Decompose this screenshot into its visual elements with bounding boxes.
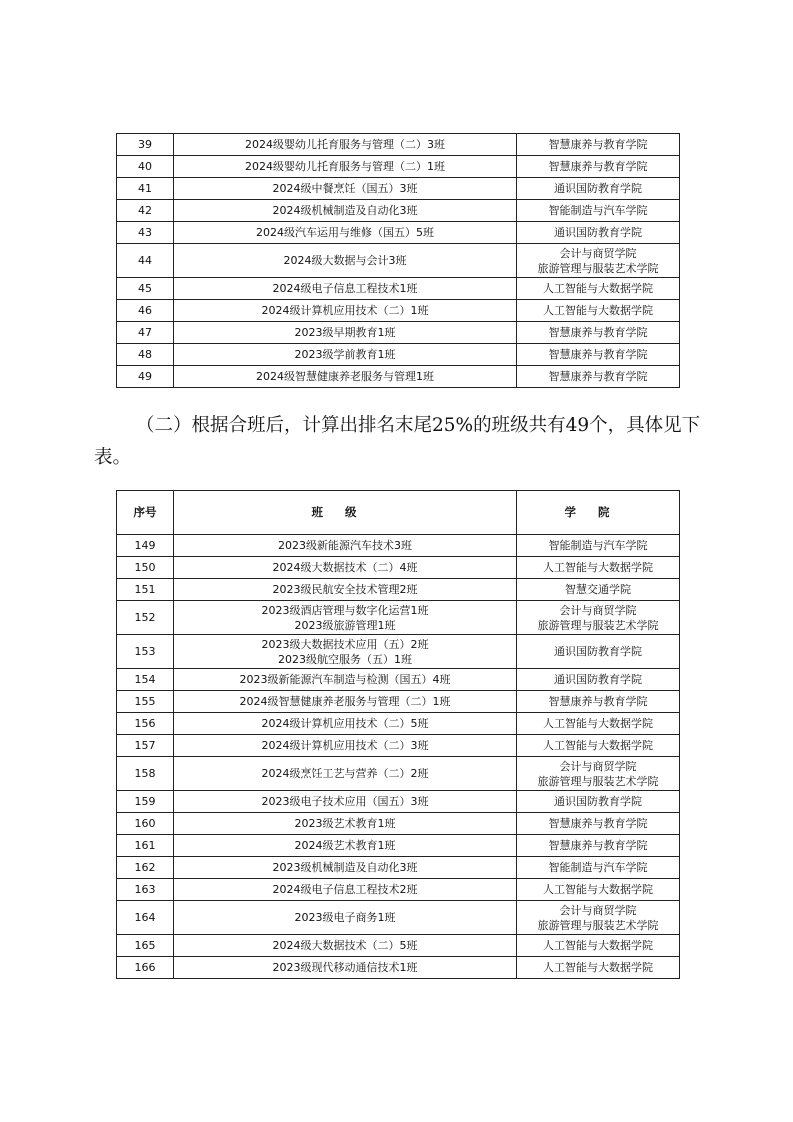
table-row	[117, 813, 680, 835]
row-number: 150	[117, 557, 174, 579]
class-name: 2024级汽车运用与维修（国五）5班	[256, 226, 434, 239]
row-number: 152	[117, 601, 174, 635]
college-name: 旅游管理与服装艺术学院	[537, 918, 659, 932]
table-row	[117, 935, 680, 957]
table-row	[117, 156, 680, 178]
table-header-row	[117, 491, 680, 535]
class-name: 2023级机械制造及自动化3班	[272, 861, 418, 874]
table-row	[117, 178, 680, 200]
class-name-cell	[174, 278, 517, 300]
class-name-cell	[174, 901, 517, 935]
college-name: 会计与商贸学院	[559, 246, 637, 260]
table-row	[117, 557, 680, 579]
college-cell	[517, 366, 680, 388]
college-cell	[517, 757, 680, 791]
college-name: 智慧康养与教育学院	[548, 370, 648, 383]
class-name: 2024级计算机应用技术（二）3班	[261, 739, 429, 752]
header-no: 序号	[117, 491, 174, 535]
class-name-cell	[174, 156, 517, 178]
class-name-cell	[174, 244, 517, 278]
row-number: 160	[117, 813, 174, 835]
class-name-cell	[174, 735, 517, 757]
row-number: 46	[117, 300, 174, 322]
class-name-cell	[174, 935, 517, 957]
class-name-cell	[174, 635, 517, 669]
class-name-cell	[174, 601, 517, 635]
class-name: 2023级新能源汽车技术3班	[278, 539, 412, 552]
college-name: 智慧康养与教育学院	[548, 839, 648, 852]
row-number: 153	[117, 635, 174, 669]
college-name: 通识国防教育学院	[554, 182, 642, 195]
class-name-cell	[174, 322, 517, 344]
college-cell	[517, 879, 680, 901]
table-row	[117, 601, 680, 635]
table-row	[117, 901, 680, 935]
row-number: 158	[117, 757, 174, 791]
class-name-cell	[174, 857, 517, 879]
section-paragraph: （二）根据合班后，计算出排名末尾25%的班级共有49个，具体见下表。	[94, 415, 701, 468]
class-name: 2024级大数据与会计3班	[283, 254, 407, 267]
table-row	[117, 366, 680, 388]
row-number: 165	[117, 935, 174, 957]
row-number: 40	[117, 156, 174, 178]
row-number: 156	[117, 713, 174, 735]
row-number: 155	[117, 691, 174, 713]
row-number: 42	[117, 200, 174, 222]
college-cell	[517, 322, 680, 344]
college-name: 智慧康养与教育学院	[548, 817, 648, 830]
college-cell	[517, 635, 680, 669]
class-name: 2023级旅游管理1班	[294, 618, 396, 632]
class-name-cell	[174, 134, 517, 156]
class-name: 2024级电子信息工程技术1班	[272, 282, 418, 295]
class-name-cell	[174, 200, 517, 222]
college-cell	[517, 244, 680, 278]
class-name: 2024级婴幼儿托育服务与管理（二）1班	[245, 160, 445, 173]
class-name-cell	[174, 535, 517, 557]
table-row	[117, 835, 680, 857]
college-name: 人工智能与大数据学院	[543, 304, 653, 317]
table-row	[117, 200, 680, 222]
header-college	[517, 491, 680, 535]
college-cell	[517, 344, 680, 366]
college-cell	[517, 535, 680, 557]
college-cell	[517, 300, 680, 322]
row-number: 162	[117, 857, 174, 879]
table-row	[117, 879, 680, 901]
college-cell	[517, 178, 680, 200]
class-name-cell	[174, 579, 517, 601]
table-row	[117, 278, 680, 300]
college-name: 会计与商贸学院	[559, 759, 637, 773]
college-cell	[517, 735, 680, 757]
class-name: 2024级计算机应用技术（二）1班	[261, 304, 429, 317]
class-name-cell	[174, 957, 517, 979]
row-number: 49	[117, 366, 174, 388]
row-number: 41	[117, 178, 174, 200]
college-name: 通识国防教育学院	[554, 645, 642, 658]
college-name: 会计与商贸学院	[559, 603, 637, 617]
table-row	[117, 713, 680, 735]
college-name: 智能制造与汽车学院	[548, 539, 648, 552]
college-cell	[517, 791, 680, 813]
row-number: 47	[117, 322, 174, 344]
class-name-cell	[174, 557, 517, 579]
college-cell	[517, 935, 680, 957]
college-name: 通识国防教育学院	[554, 795, 642, 808]
college-cell	[517, 901, 680, 935]
table-row	[117, 300, 680, 322]
bottom-25-percent-table	[116, 490, 680, 979]
class-name-cell	[174, 669, 517, 691]
class-name: 2023级电子商务1班	[294, 911, 396, 924]
class-name: 2024级电子信息工程技术2班	[272, 883, 418, 896]
row-number: 157	[117, 735, 174, 757]
table-row	[117, 134, 680, 156]
class-name-cell	[174, 713, 517, 735]
row-number: 43	[117, 222, 174, 244]
row-number: 164	[117, 901, 174, 935]
class-name-cell	[174, 691, 517, 713]
college-name: 通识国防教育学院	[554, 673, 642, 686]
row-number: 154	[117, 669, 174, 691]
class-name: 2024级大数据技术（二）4班	[272, 561, 418, 574]
row-number: 44	[117, 244, 174, 278]
college-name: 智能制造与汽车学院	[548, 204, 648, 217]
class-table-continued	[116, 133, 680, 388]
table-row	[117, 635, 680, 669]
college-name: 人工智能与大数据学院	[543, 961, 653, 974]
class-name: 2024级智慧健康养老服务与管理（二）1班	[239, 695, 451, 708]
college-cell	[517, 813, 680, 835]
row-number: 166	[117, 957, 174, 979]
row-number: 48	[117, 344, 174, 366]
class-name: 2023级早期教育1班	[294, 326, 396, 339]
college-name: 旅游管理与服装艺术学院	[537, 618, 659, 632]
row-number: 39	[117, 134, 174, 156]
class-name: 2023级艺术教育1班	[294, 817, 396, 830]
college-name: 智慧康养与教育学院	[548, 326, 648, 339]
table-row	[117, 791, 680, 813]
class-name: 2024级机械制造及自动化3班	[272, 204, 418, 217]
table-row	[117, 535, 680, 557]
class-name: 2024级计算机应用技术（二）5班	[261, 717, 429, 730]
class-name: 2024级婴幼儿托育服务与管理（二）3班	[245, 138, 445, 151]
class-name: 2023级酒店管理与数字化运营1班	[261, 603, 429, 617]
table-row	[117, 322, 680, 344]
college-cell	[517, 669, 680, 691]
table-row	[117, 222, 680, 244]
class-name-cell	[174, 222, 517, 244]
class-name: 2024级艺术教育1班	[294, 839, 396, 852]
table-body	[117, 535, 680, 979]
college-name: 人工智能与大数据学院	[543, 282, 653, 295]
class-name-cell	[174, 835, 517, 857]
college-name: 通识国防教育学院	[554, 226, 642, 239]
college-name: 人工智能与大数据学院	[543, 561, 653, 574]
college-cell	[517, 200, 680, 222]
college-cell	[517, 222, 680, 244]
class-name-cell	[174, 344, 517, 366]
college-cell	[517, 278, 680, 300]
class-name: 2023级民航安全技术管理2班	[272, 583, 418, 596]
table-row	[117, 735, 680, 757]
college-cell	[517, 156, 680, 178]
college-name: 智慧交通学院	[565, 583, 631, 596]
college-name: 智能制造与汽车学院	[548, 861, 648, 874]
class-name: 2023级学前教育1班	[294, 348, 396, 361]
college-name: 智慧康养与教育学院	[548, 138, 648, 151]
college-cell	[517, 957, 680, 979]
table-row	[117, 691, 680, 713]
college-cell	[517, 835, 680, 857]
college-name: 人工智能与大数据学院	[543, 939, 653, 952]
class-name: 2023级大数据技术应用（五）2班	[261, 637, 429, 651]
class-name: 2024级烹饪工艺与营养（二）2班	[261, 767, 429, 780]
table-row	[117, 669, 680, 691]
class-name: 2024级大数据技术（二）5班	[272, 939, 418, 952]
college-cell	[517, 134, 680, 156]
class-name-cell	[174, 757, 517, 791]
row-number: 151	[117, 579, 174, 601]
college-name: 智慧康养与教育学院	[548, 160, 648, 173]
class-name-cell	[174, 178, 517, 200]
class-name: 2024级中餐烹饪（国五）3班	[272, 182, 418, 195]
header-college-label: 学院	[564, 505, 632, 519]
class-name-cell	[174, 366, 517, 388]
table-row	[117, 757, 680, 791]
college-cell	[517, 691, 680, 713]
table-row	[117, 244, 680, 278]
class-name-cell	[174, 300, 517, 322]
row-number: 45	[117, 278, 174, 300]
college-name: 旅游管理与服装艺术学院	[537, 261, 659, 275]
header-class	[174, 491, 517, 535]
table-row	[117, 857, 680, 879]
class-name: 2024级智慧健康养老服务与管理1班	[256, 370, 434, 383]
row-number: 161	[117, 835, 174, 857]
class-name-cell	[174, 813, 517, 835]
table-body	[117, 134, 680, 388]
college-name: 人工智能与大数据学院	[543, 717, 653, 730]
row-number: 159	[117, 791, 174, 813]
class-name: 2023级新能源汽车制造与检测（国五）4班	[239, 673, 451, 686]
college-name: 旅游管理与服装艺术学院	[537, 774, 659, 788]
college-cell	[517, 857, 680, 879]
college-cell	[517, 601, 680, 635]
class-name-cell	[174, 879, 517, 901]
table-row	[117, 344, 680, 366]
college-cell	[517, 579, 680, 601]
college-name: 人工智能与大数据学院	[543, 739, 653, 752]
college-name: 人工智能与大数据学院	[543, 883, 653, 896]
class-name: 2023级航空服务（五）1班	[278, 652, 412, 666]
college-name: 智慧康养与教育学院	[548, 348, 648, 361]
class-name: 2023级电子技术应用（国五）3班	[261, 795, 429, 808]
table-row	[117, 579, 680, 601]
row-number: 149	[117, 535, 174, 557]
class-name-cell	[174, 791, 517, 813]
row-number: 163	[117, 879, 174, 901]
college-cell	[517, 557, 680, 579]
class-name: 2023级现代移动通信技术1班	[272, 961, 418, 974]
college-name: 智慧康养与教育学院	[548, 695, 648, 708]
college-cell	[517, 713, 680, 735]
header-class-label: 班级	[311, 505, 379, 519]
table-row	[117, 957, 680, 979]
college-name: 会计与商贸学院	[559, 903, 637, 917]
